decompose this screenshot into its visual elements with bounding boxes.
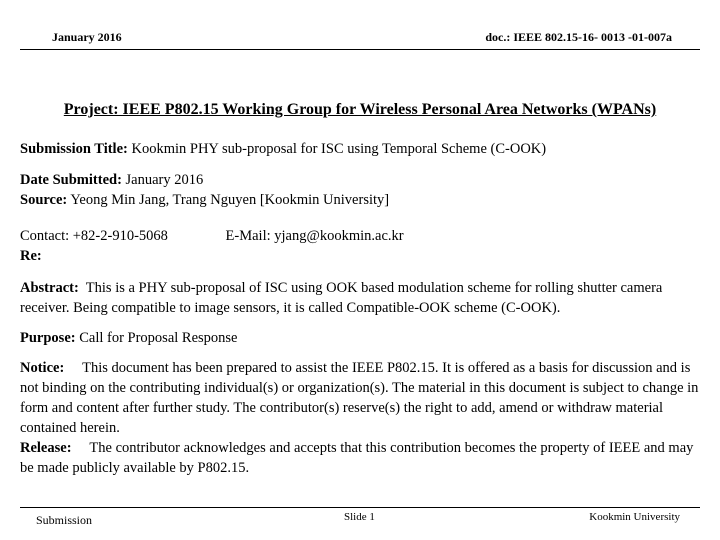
submission-title-label: Submission Title:	[20, 141, 128, 157]
footer-organization: Kookmin University	[589, 511, 680, 523]
footer-slide-number: Slide 1	[344, 511, 375, 523]
notice-label: Notice:	[20, 360, 65, 376]
release-value: The contributor acknowledges and accepts that this contribution becomes the property of IEEE and may be made publicly available by P802.15.	[20, 440, 694, 476]
header-doc-id: doc.: IEEE 802.15-16- 0013 -01-007a	[485, 30, 672, 44]
contact-email: E-Mail: yjang@kookmin.ac.kr	[225, 228, 404, 244]
re-line	[20, 246, 710, 266]
date-submitted-value: January 2016	[125, 172, 204, 188]
purpose-value: Call for Proposal Response	[79, 330, 238, 346]
source-line	[20, 190, 710, 210]
purpose-line	[20, 328, 710, 348]
source-value: Yeong Min Jang, Trang Nguyen [Kookmin University]	[70, 192, 390, 208]
header-divider	[20, 49, 700, 50]
notice-paragraph	[20, 358, 710, 438]
contact-phone: Contact: +82-2-910-5068	[20, 228, 168, 244]
contact-line	[20, 226, 710, 246]
document-body	[20, 139, 710, 478]
re-label: Re:	[20, 248, 42, 264]
release-paragraph	[20, 438, 710, 478]
abstract-label: Abstract:	[20, 280, 79, 296]
page-title: Project: IEEE P802.15 Working Group for Wireless Personal Area Networks (WPANs)	[63, 101, 657, 118]
abstract-value: This is a PHY sub-proposal of ISC using OOK based modulation scheme for rolling shutter camera receiver. Being compatible to image sensors, it is called Compatible-OOK scheme (C-OOK).	[20, 280, 663, 316]
abstract-paragraph	[20, 278, 710, 318]
notice-value: This document has been prepared to assist the IEEE P802.15. It is offered as a basis for discussion and is not binding on the contributing individual(s) or organization(s). The material in this document is subject to change in form and content after further study. The contributor(s) reserve(s) the right to add, amend or withdraw material contained herein.	[20, 360, 699, 436]
header-date: January 2016	[52, 30, 122, 44]
source-label: Source:	[20, 192, 68, 208]
footer-divider	[20, 507, 700, 508]
purpose-label: Purpose:	[20, 330, 76, 346]
submission-title-value: Kookmin PHY sub-proposal for ISC using Temporal Scheme (C-OOK)	[131, 141, 547, 157]
footer-submission: Submission	[36, 513, 93, 527]
date-submitted-label: Date Submitted:	[20, 172, 122, 188]
date-submitted-line	[20, 170, 710, 190]
release-label: Release:	[20, 440, 72, 456]
submission-title-line	[20, 139, 710, 159]
